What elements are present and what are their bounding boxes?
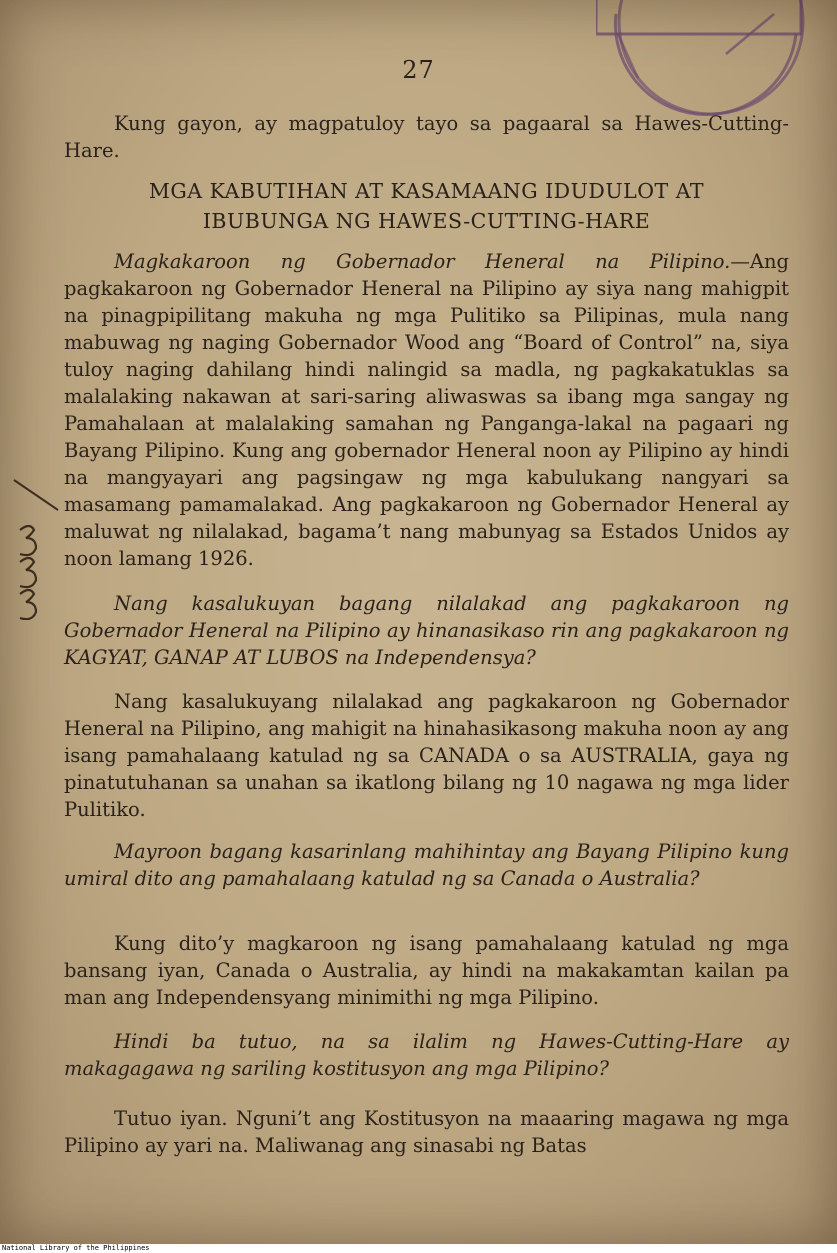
paragraph-1-lead: Magkakaroon ng Gobernador Heneral na Pilipino. <box>114 250 731 273</box>
question-1: Nang kasalukuyan bagang nilalakad ang pagkakaroon ng Gobernador Heneral na Pilipino ay hinanasikaso rin ang pagkakaroon ng KAGYAT, GANAP AT LUBOS na Independensya? <box>64 592 789 669</box>
question-2: Mayroon bagang kasarinlang mahihintay ang Bayang Pilipino kung umiral dito ang pamahalaang katulad ng sa Canada o Australia? <box>64 840 789 890</box>
paragraph-1-body: —Ang pagkakaroon ng Gobernador Heneral na Pilipino ay siya nang mahigpit na pinagpipilitang makuha ng mga Pulitiko sa Pilipinas, mula nang mabuwag ng naging Gobernador Wood ang “Board of Control” na, siya tuloy naging dahilang hindi nalingid sa madla, ng pagkakatuklas sa malalaking nakawan at sari-saring aliwaswas sa ibang mga sangay ng Pamahalaan at malalaking samahan ng Panganga-lakal na pagaari ng Bayang Pilipino. Kung ang gobernador Heneral noon ay Pilipino ay hindi na mangyayari ang pagsingaw ng mga kabulukang nangyari sa masamang pamamalakad. Ang pagkakaroon ng Gobernador Heneral ay maluwat ng nilalakad, bagama’t nang mabunyag sa Estados Unidos ay noon lamang 1926. <box>64 250 789 570</box>
scan-footer: National Library of the Philippines <box>0 1244 837 1253</box>
paragraph-4: Tutuo iyan. Nguni’t ang Kostitusyon na maaaring magawa ng mga Pilipino ay yari na. Maliwanag ang sinasabi ng Batas <box>64 1107 789 1157</box>
section-heading-line-2: IBUBUNGA NG HAWES-CUTTING-HARE <box>202 209 651 233</box>
paragraph-3: Kung dito’y magkaroon ng isang pamahalaang katulad ng mga bansang iyan, Canada o Australia, ay hindi na makakamtan kailan pa man ang Independensyang minimithi ng mga Pilipino. <box>64 932 789 1009</box>
paragraph-1 <box>64 248 789 572</box>
handwritten-margin-note <box>6 470 66 620</box>
intro-paragraph: Kung gayon, ay magpatuloy tayo sa pagaaral sa Hawes-Cutting-Hare. <box>64 112 789 162</box>
page-number: 27 <box>402 56 435 84</box>
section-heading-line-1: MGA KABUTIHAN AT KASAMAANG IDUDULOT AT <box>148 179 705 203</box>
paragraph-2: Nang kasalukuyang nilalakad ang pagkakaroon ng Gobernador Heneral na Pilipino, ang mahigit na hinahasikasong makuha noon ay ang isang pamahalaang katulad ng sa CANADA o sa AUSTRALIA, gaya ng pinatutuhanan sa unahan sa ikatlong bilang ng 10 nagawa ng mga lider Pulitiko. <box>64 690 789 821</box>
question-3: Hindi ba tutuo, na sa ilalim ng Hawes-Cutting-Hare ay makagagawa ng sariling kostitusyon ang mga Pilipino? <box>64 1030 789 1080</box>
